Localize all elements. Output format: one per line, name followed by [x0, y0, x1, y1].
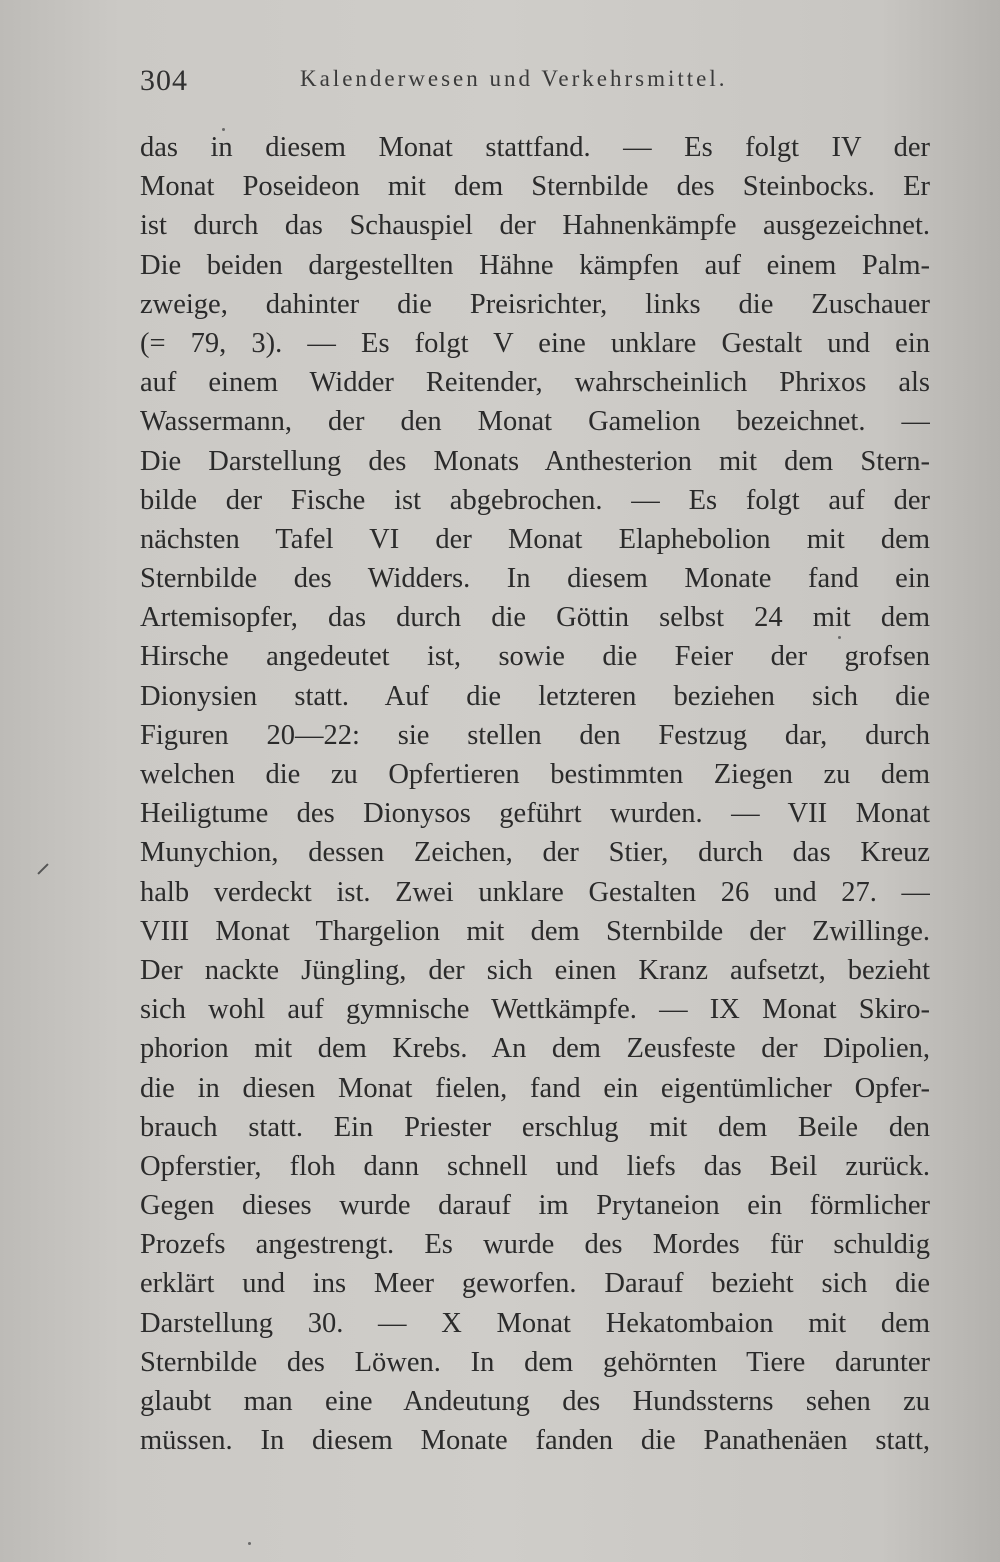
- text-line: Dionysien statt. Auf die letzteren beziehen sich die: [140, 680, 930, 712]
- text-line: Artemisopfer, das durch die Göttin selbst 24 mit dem: [140, 602, 930, 634]
- text-line: erklärt und ins Meer geworfen. Darauf bezieht sich die: [140, 1268, 930, 1300]
- text-line: nächsten Tafel VI der Monat Elaphebolion mit dem: [140, 523, 930, 555]
- page-header: [140, 64, 930, 104]
- text-line: VIII Monat Thargelion mit dem Sternbilde der Zwillinge.: [140, 915, 930, 947]
- text-line: sich wohl auf gymnische Wettkämpfe. — IX Monat Skiro-: [140, 994, 930, 1026]
- text-line: Die Darstellung des Monats Anthesterion mit dem Stern-: [140, 445, 930, 477]
- text-line: phorion mit dem Krebs. An dem Zeusfeste der Dipolien,: [140, 1033, 930, 1065]
- text-line: Opferstier, floh dann schnell und liefs das Beil zurück.: [140, 1150, 930, 1182]
- text-line: Figuren 20—22: sie stellen den Festzug dar, durch: [140, 719, 930, 751]
- text-line: zweige, dahinter die Preisrichter, links die Zuschauer: [140, 288, 930, 320]
- text-line: welchen die zu Opfertieren bestimmten Ziegen zu dem: [140, 759, 930, 790]
- text-line: halb verdeckt ist. Zwei unklare Gestalten 26 und 27. —: [140, 876, 930, 908]
- text-line: Gegen dieses wurde darauf im Prytaneion ein förmlicher: [140, 1190, 930, 1222]
- text-line: Hirsche angedeutet ist, sowie die Feier der grofsen: [140, 641, 930, 673]
- text-line: (= 79, 3). — Es folgt V eine unklare Gestalt und ein: [140, 327, 930, 359]
- text-line: Wassermann, der den Monat Gamelion bezeichnet. —: [140, 406, 930, 438]
- running-head: Kalenderwesen und Verkehrsmittel.: [300, 66, 728, 91]
- text-line: Heiligtume des Dionysos geführt wurden. — VII Monat: [140, 798, 930, 830]
- text-line: Munychion, dessen Zeichen, der Stier, durch das Kreuz: [140, 837, 930, 869]
- text-line: glaubt man eine Andeutung des Hundssterns sehen zu: [140, 1386, 930, 1417]
- text-line: Der nackte Jüngling, der sich einen Kranz aufsetzt, bezieht: [140, 954, 930, 986]
- text-line: ist durch das Schauspiel der Hahnenkämpfe ausgezeichnet.: [140, 210, 930, 242]
- text-line: auf einem Widder Reitender, wahrscheinlich Phrixos als: [140, 367, 930, 399]
- paper-speck: [248, 1542, 251, 1545]
- page-number: 304: [140, 64, 188, 97]
- text-line: Monat Poseideon mit dem Sternbilde des Steinbocks. Er: [140, 171, 930, 203]
- text-line: das in diesem Monat stattfand. — Es folgt IV der: [140, 132, 930, 163]
- text-line: die in diesen Monat fielen, fand ein eigentümlicher Opfer-: [140, 1072, 930, 1104]
- text-line: Sternbilde des Löwen. In dem gehörnten Tiere darunter: [140, 1346, 930, 1378]
- body-text: [140, 128, 930, 1460]
- text-line: Die beiden dargestellten Hähne kämpfen auf einem Palm-: [140, 249, 930, 281]
- margin-pencil-mark: [37, 863, 48, 874]
- text-line: brauch statt. Ein Priester erschlug mit dem Beile den: [140, 1111, 930, 1143]
- text-line: müssen. In diesem Monate fanden die Panathenäen statt,: [140, 1425, 930, 1457]
- text-line: Prozefs angestrengt. Es wurde des Mordes für schuldig: [140, 1229, 930, 1261]
- text-line: bilde der Fische ist abgebrochen. — Es folgt auf der: [140, 484, 930, 516]
- text-line: Darstellung 30. — X Monat Hekatombaion mit dem: [140, 1307, 930, 1339]
- text-line: Sternbilde des Widders. In diesem Monate fand ein: [140, 563, 930, 595]
